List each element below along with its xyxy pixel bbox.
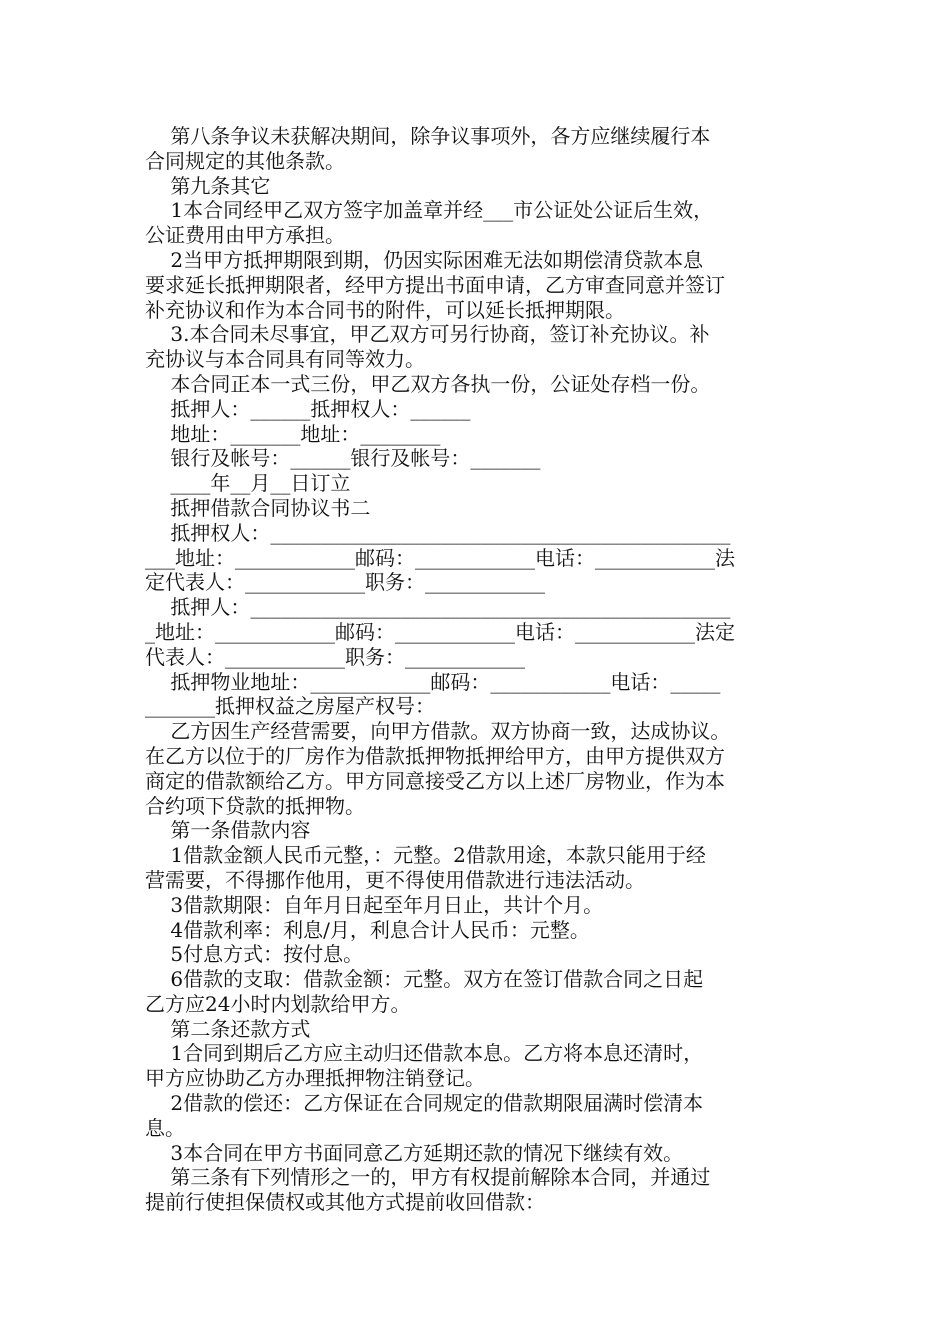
- text-line: 第三条有下列情形之一的，甲方有权提前解除本合同，并通过: [145, 1165, 711, 1190]
- text-line: 6借款的支取：借款金额：元整。双方在签订借款合同之日起: [145, 967, 704, 992]
- text-line: 2借款的偿还：乙方保证在合同规定的借款期限届满时偿清本: [145, 1091, 704, 1116]
- date-field-line: ____年__月__日订立: [145, 471, 351, 496]
- mortgagee-field-line: 抵押权人：______________________________________________: [145, 520, 731, 545]
- text-line: 合同规定的其他条款。: [145, 148, 345, 173]
- text-line: 4借款利率：利息/月，利息合计人民币：元整。: [145, 917, 590, 942]
- text-line: 甲方应协助乙方办理抵押物注销登记。: [145, 1066, 485, 1091]
- document-body: [145, 124, 810, 1215]
- text-line: 3借款期限：自年月日起至年月日止，共计个月。: [145, 892, 604, 917]
- text-line: 营需要，不得挪作他用，更不得使用借款进行违法活动。: [145, 867, 645, 892]
- address-field-line: 地址：_______地址：________: [145, 421, 441, 446]
- text-line: 充协议与本合同具有同等效力。: [145, 347, 425, 372]
- text-line: 商定的借款额给乙方。甲方同意接受乙方以上述厂房物业，作为本: [145, 768, 725, 793]
- text-line: 3.本合同未尽事宜，甲乙双方可另行协商，签订补充协议。补: [145, 322, 710, 347]
- section-heading: 第九条其它: [145, 173, 271, 198]
- mortgagor-field-line: 抵押人：________________________________________________: [145, 595, 731, 620]
- mortgagor-representative-line: 代表人：____________职务：____________: [145, 644, 525, 669]
- text-line: 要求延长抵押期限者，经甲方提出书面申请，乙方审查同意并签订: [145, 272, 725, 297]
- text-line: 3本合同在甲方书面同意乙方延期还款的情况下继续有效。: [145, 1140, 684, 1165]
- text-line: 5付息方式：按付息。: [145, 942, 364, 967]
- text-line: 公证费用由甲方承担。: [145, 223, 345, 248]
- text-line: 补充协议和作为本合同书的附件，可以延长抵押期限。: [145, 297, 625, 322]
- signature-field-line: 抵押人：______抵押权人：______: [145, 396, 471, 421]
- section-heading: 第二条还款方式: [145, 1016, 311, 1041]
- text-line: 乙方因生产经营需要，向甲方借款。双方协商一致，达成协议。: [145, 719, 731, 744]
- text-line: 1借款金额人民币元整，：元整。2借款用途，本款只能用于经: [145, 843, 706, 868]
- text-line: 本合同正本一式三份，甲乙双方各执一份，公证处存档一份。: [145, 371, 711, 396]
- text-line: 乙方应24小时内划款给甲方。: [145, 991, 411, 1016]
- property-title-line: _______抵押权益之房屋产权号：: [145, 694, 435, 719]
- text-line: 第八条争议未获解决期间，除争议事项外，各方应继续履行本: [145, 124, 711, 148]
- text-line: 提前行使担保债权或其他方式提前收回借款：: [145, 1190, 545, 1215]
- text-line: 息。: [145, 1115, 185, 1140]
- document-title: 抵押借款合同协议书二: [145, 495, 371, 520]
- mortgagee-representative-line: 定代表人：____________职务：____________: [145, 570, 545, 595]
- section-heading: 第一条借款内容: [145, 818, 311, 843]
- text-line: 1本合同经甲乙双方签字加盖章并经___市公证处公证后生效，: [145, 198, 714, 223]
- text-line: 合约项下贷款的抵押物。: [145, 793, 365, 818]
- mortgagor-contact-line: _地址：____________邮码：____________电话：____________法定: [145, 619, 735, 644]
- property-address-line: 抵押物业地址：____________邮码：____________电话：_____: [145, 669, 721, 694]
- bank-account-field-line: 银行及帐号：______银行及帐号：_______: [145, 446, 541, 471]
- text-line: 1合同到期后乙方应主动归还借款本息。乙方将本息还清时，: [145, 1041, 704, 1066]
- text-line: 在乙方以位于的厂房作为借款抵押物抵押给甲方，由甲方提供双方: [145, 743, 725, 768]
- mortgagee-contact-line: ___地址：____________邮码：____________电话：____________法: [145, 545, 735, 570]
- text-line: 2当甲方抵押期限到期，仍因实际困难无法如期偿清贷款本息: [145, 247, 704, 272]
